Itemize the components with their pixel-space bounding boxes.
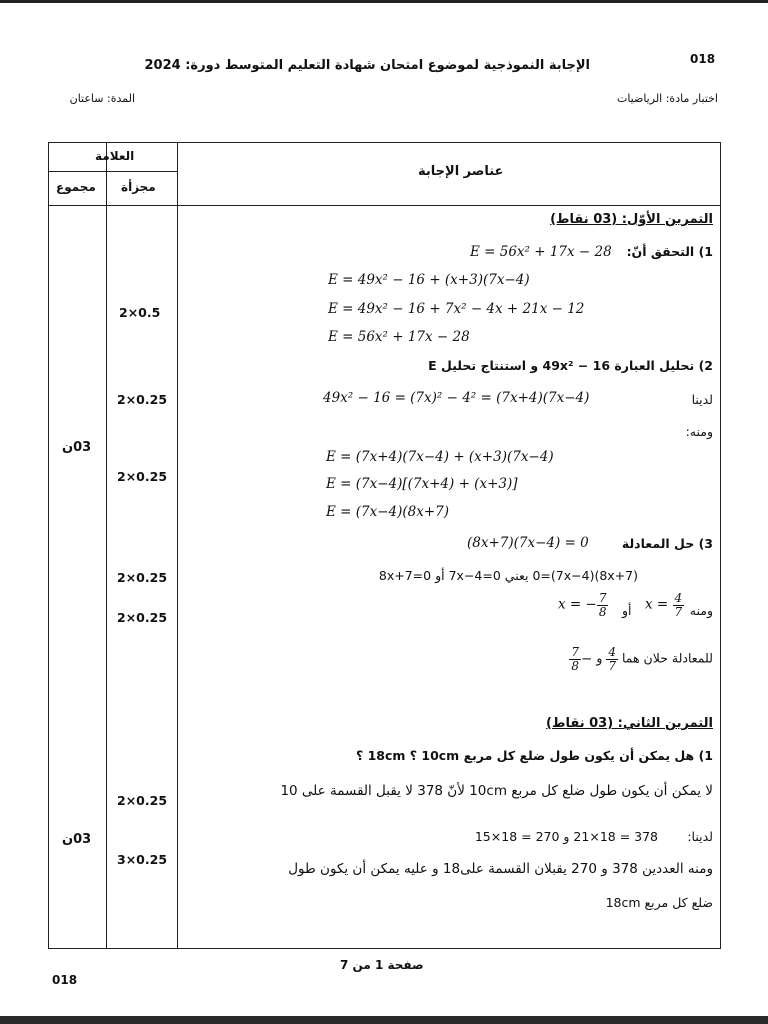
ex1-mark-5: 2×0.25 bbox=[117, 610, 168, 625]
ex2-mark-2: 3×0.25 bbox=[117, 852, 168, 867]
top-edge-bar bbox=[0, 0, 768, 3]
ex2-q1: 1) هل يمكن أن يكون طول ضلع كل مربع 10cm ؟ 18cm ؟ bbox=[355, 748, 713, 763]
ex1-q1-expr: E = 56x² + 17x − 28 bbox=[470, 244, 612, 260]
ex1-q3-equation: (8x+7)(7x−4) = 0 bbox=[467, 535, 589, 551]
col-divider-sum bbox=[106, 142, 107, 949]
ex1-q2-label: 2) تحليل العبارة 49x² − 16 و استنتاج تحليل E bbox=[428, 358, 713, 373]
ex1-q2-step3: E = (7x−4)(8x+7) bbox=[326, 504, 450, 520]
ex1-q3-conclusion: للمعادلة حلان هما $\frac{4}{7}$ و − $\frac{7}{8}$ bbox=[571, 645, 713, 673]
answer-table bbox=[48, 142, 721, 949]
exam-code-top: 018 bbox=[690, 52, 716, 66]
ex1-q1-label: 1) التحقق أنّ: bbox=[626, 244, 713, 259]
ex1-q2-step2: E = (7x−4)[(7x+4) + (x+3)] bbox=[326, 476, 518, 492]
grade-header: العلامة bbox=[95, 149, 135, 163]
ex1-total: 03ن bbox=[62, 440, 92, 455]
bottom-edge-bar bbox=[0, 1016, 768, 1024]
ex1-q2-step1: E = (7x+4)(7x−4) + (x+3)(7x−4) bbox=[326, 449, 554, 465]
exam-code-bottom: 018 bbox=[52, 973, 78, 987]
ex1-q2-expr: 49x² − 16 = (7x)² − 4² = (7x+4)(7x−4) bbox=[323, 390, 590, 406]
answers-header: عناصر الإجابة bbox=[418, 164, 504, 179]
exercise1-title: التمرين الأوّل: (03 نقاط) bbox=[550, 212, 713, 227]
ex1-q2-hence: ومنه: bbox=[685, 424, 713, 439]
page-title: الإجابة النموذجية لموضوع امتحان شهادة التعليم المتوسط دورة: 2024 bbox=[144, 58, 590, 73]
grade-header-divider bbox=[48, 171, 177, 172]
duration-label: المدة: ساعتان bbox=[69, 92, 135, 105]
subject-label: اختبار مادة: الرياضيات bbox=[616, 92, 718, 105]
ex1-mark-4: 2×0.25 bbox=[117, 570, 168, 585]
header-bottom-line bbox=[48, 205, 721, 206]
ex1-q3-x1: x = $\frac{4}{7}$ bbox=[645, 591, 683, 619]
ex2-answer-2: 378 = 18×21 و 270 = 18×15 bbox=[474, 829, 658, 844]
ex1-q3-solution-line: (8x+7)(7x−4)=0 يعني 7x−4=0 أو 8x+7=0 bbox=[378, 568, 638, 583]
ex1-q2-lead: لدينا bbox=[691, 392, 713, 407]
ex1-mark-3: 2×0.25 bbox=[117, 469, 168, 484]
ex2-answer-1: لا يمكن أن يكون طول ضلع كل مربع 10cm لأنّ 378 لا يقبل القسمة على 10 bbox=[280, 783, 713, 799]
exercise2-title: التمرين الثاني: (03 نقاط) bbox=[546, 716, 713, 731]
ex2-total: 03ن bbox=[62, 832, 92, 847]
ex1-q1-step1: E = 49x² − 16 + (x+3)(7x−4) bbox=[328, 272, 530, 288]
ex1-mark-2: 2×0.25 bbox=[117, 392, 168, 407]
ex2-answer-4: ضلع كل مربع 18cm bbox=[605, 895, 713, 910]
partial-header: مجزأة bbox=[121, 180, 156, 194]
ex1-q3-x2: x = − $\frac{7}{8}$ bbox=[558, 591, 607, 619]
ex1-q3-or: أو bbox=[622, 603, 632, 618]
ex1-mark-1: 2×0.5 bbox=[119, 305, 161, 320]
ex2-answer-2-lead: لدينا: bbox=[687, 829, 713, 844]
page-number: صفحة 1 من 7 bbox=[340, 958, 424, 972]
col-divider-answers bbox=[177, 142, 178, 949]
ex2-answer-3: ومنه العددين 378 و 270 يقبلان القسمة على18 و عليه يمكن أن يكون طول bbox=[288, 861, 713, 877]
ex1-q1-step3: E = 56x² + 17x − 28 bbox=[328, 329, 470, 345]
ex1-q1-step2: E = 49x² − 16 + 7x² − 4x + 21x − 12 bbox=[328, 301, 585, 317]
ex1-q3-hence: ومنه bbox=[689, 603, 713, 618]
ex2-mark-1: 2×0.25 bbox=[117, 793, 168, 808]
sum-header: مجموع bbox=[56, 180, 96, 194]
ex1-q3-label: 3) حل المعادلة bbox=[621, 536, 713, 551]
